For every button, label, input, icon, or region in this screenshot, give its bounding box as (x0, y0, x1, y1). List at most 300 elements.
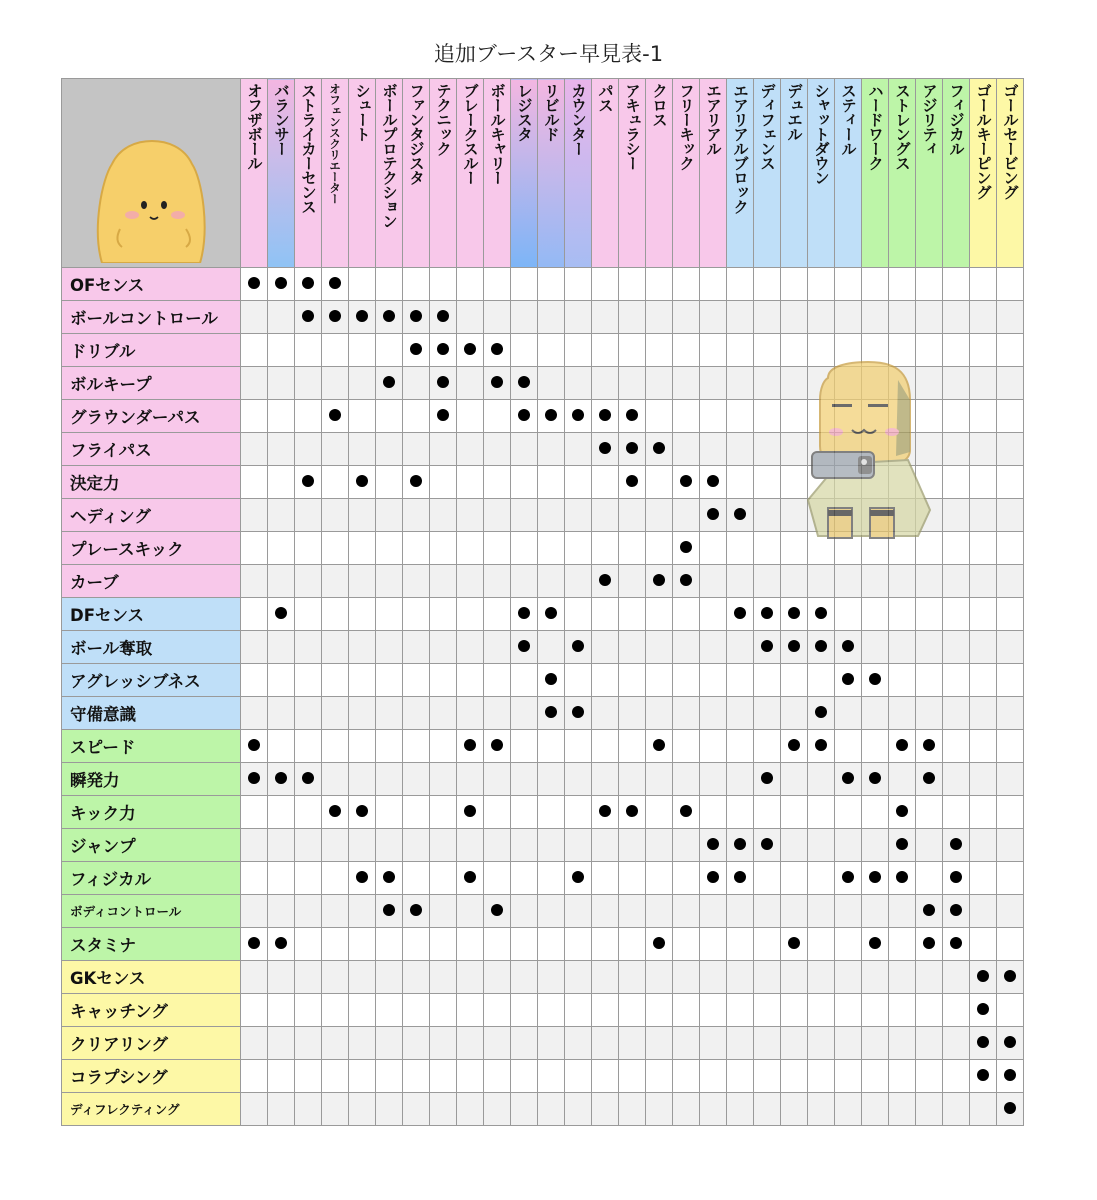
matrix-cell (835, 697, 862, 730)
matrix-cell (295, 400, 322, 433)
matrix-cell (268, 367, 295, 400)
matrix-cell (457, 532, 484, 565)
matrix-cell (970, 334, 997, 367)
matrix-cell (376, 895, 403, 928)
column-header-label: ハードワーク (866, 83, 884, 170)
mark-dot (869, 937, 881, 949)
matrix-cell (970, 1093, 997, 1126)
matrix-cell (592, 1093, 619, 1126)
matrix-cell (889, 829, 916, 862)
matrix-cell (565, 1093, 592, 1126)
matrix-cell (484, 994, 511, 1027)
matrix-cell (970, 796, 997, 829)
matrix-cell (943, 763, 970, 796)
table-row (62, 466, 1024, 499)
mark-dot (626, 409, 638, 421)
matrix-cell (916, 763, 943, 796)
mark-dot (977, 1003, 989, 1015)
matrix-cell (808, 1027, 835, 1060)
matrix-cell (916, 400, 943, 433)
matrix-cell (484, 532, 511, 565)
matrix-cell (835, 598, 862, 631)
matrix-cell (727, 862, 754, 895)
matrix-cell (889, 862, 916, 895)
mark-dot (734, 838, 746, 850)
matrix-cell (862, 367, 889, 400)
mark-dot (545, 607, 557, 619)
matrix-cell (727, 532, 754, 565)
row-header: ドリブル (62, 334, 241, 367)
matrix-cell (673, 961, 700, 994)
matrix-cell (970, 763, 997, 796)
matrix-cell (673, 301, 700, 334)
matrix-cell (430, 1093, 457, 1126)
matrix-cell (700, 433, 727, 466)
mark-dot (923, 904, 935, 916)
matrix-cell (268, 334, 295, 367)
mark-dot (302, 475, 314, 487)
matrix-cell (349, 829, 376, 862)
matrix-cell (349, 334, 376, 367)
matrix-cell (943, 796, 970, 829)
mark-dot (761, 838, 773, 850)
matrix-cell (808, 367, 835, 400)
matrix-cell (754, 367, 781, 400)
matrix-cell (322, 532, 349, 565)
matrix-cell (511, 697, 538, 730)
matrix-cell (646, 598, 673, 631)
mark-dot (707, 475, 719, 487)
column-header (700, 79, 727, 268)
mark-dot (815, 607, 827, 619)
matrix-cell (727, 499, 754, 532)
column-header-label: フリーキック (677, 83, 695, 170)
matrix-cell (592, 796, 619, 829)
mark-dot (329, 409, 341, 421)
column-header (619, 79, 646, 268)
matrix-cell (862, 532, 889, 565)
matrix-cell (268, 763, 295, 796)
mark-dot (437, 376, 449, 388)
matrix-cell (700, 697, 727, 730)
matrix-cell (808, 433, 835, 466)
matrix-cell (457, 466, 484, 499)
matrix-cell (538, 598, 565, 631)
matrix-cell (592, 301, 619, 334)
table-row (62, 268, 1024, 301)
matrix-cell (889, 268, 916, 301)
matrix-cell (754, 1093, 781, 1126)
mark-dot (626, 475, 638, 487)
matrix-cell (970, 730, 997, 763)
column-header-label: ストレングス (893, 83, 911, 170)
matrix-cell (970, 664, 997, 697)
matrix-cell (511, 631, 538, 664)
matrix-cell (484, 367, 511, 400)
matrix-cell (484, 829, 511, 862)
matrix-cell (700, 565, 727, 598)
matrix-cell (835, 895, 862, 928)
matrix-cell (268, 994, 295, 1027)
matrix-cell (808, 862, 835, 895)
matrix-cell (484, 1027, 511, 1060)
mark-dot (734, 508, 746, 520)
mark-dot (248, 772, 260, 784)
matrix-cell (916, 994, 943, 1027)
table-row (62, 829, 1024, 862)
matrix-cell (295, 829, 322, 862)
mark-dot (842, 673, 854, 685)
matrix-cell (781, 862, 808, 895)
matrix-cell (781, 598, 808, 631)
mark-dot (410, 343, 422, 355)
matrix-cell (781, 466, 808, 499)
matrix-cell (862, 895, 889, 928)
matrix-cell (808, 796, 835, 829)
matrix-cell (376, 598, 403, 631)
matrix-cell (565, 433, 592, 466)
matrix-cell (376, 730, 403, 763)
matrix-cell (349, 1027, 376, 1060)
matrix-cell (673, 664, 700, 697)
matrix-cell (970, 697, 997, 730)
mark-dot (437, 343, 449, 355)
matrix-cell (862, 961, 889, 994)
mark-dot (302, 277, 314, 289)
matrix-cell (916, 598, 943, 631)
matrix-cell (430, 433, 457, 466)
table-row (62, 499, 1024, 532)
matrix-cell (916, 301, 943, 334)
matrix-cell (754, 334, 781, 367)
matrix-cell (781, 895, 808, 928)
matrix-cell (241, 895, 268, 928)
column-header (430, 79, 457, 268)
matrix-cell (727, 433, 754, 466)
matrix-cell (727, 400, 754, 433)
mark-dot (464, 739, 476, 751)
matrix-cell (457, 862, 484, 895)
matrix-cell (970, 466, 997, 499)
column-header (916, 79, 943, 268)
matrix-cell (673, 565, 700, 598)
matrix-cell (727, 763, 754, 796)
matrix-cell (349, 1060, 376, 1093)
column-header-label: ゴールキーピング (974, 83, 992, 199)
matrix-cell (322, 1060, 349, 1093)
matrix-cell (241, 466, 268, 499)
matrix-cell (943, 301, 970, 334)
mark-dot (572, 409, 584, 421)
matrix-cell (430, 532, 457, 565)
table-row (62, 796, 1024, 829)
matrix-cell (376, 532, 403, 565)
matrix-cell (808, 268, 835, 301)
matrix-cell (592, 499, 619, 532)
matrix-cell (349, 268, 376, 301)
matrix-cell (781, 268, 808, 301)
matrix-cell (430, 268, 457, 301)
matrix-cell (673, 631, 700, 664)
matrix-cell (997, 532, 1024, 565)
matrix-cell (322, 994, 349, 1027)
mark-dot (356, 310, 368, 322)
matrix-cell (511, 1093, 538, 1126)
column-header-label: バランサー (272, 83, 290, 156)
matrix-cell (970, 565, 997, 598)
matrix-cell (808, 697, 835, 730)
matrix-cell (322, 961, 349, 994)
matrix-cell (403, 499, 430, 532)
matrix-cell (700, 796, 727, 829)
matrix-cell (619, 961, 646, 994)
matrix-cell (700, 664, 727, 697)
mark-dot (248, 739, 260, 751)
matrix-cell (403, 367, 430, 400)
matrix-cell (970, 1060, 997, 1093)
mark-dot (923, 937, 935, 949)
matrix-cell (241, 928, 268, 961)
matrix-cell (700, 895, 727, 928)
matrix-cell (592, 763, 619, 796)
matrix-cell (889, 433, 916, 466)
matrix-cell (781, 730, 808, 763)
mark-dot (977, 970, 989, 982)
matrix-cell (511, 862, 538, 895)
matrix-cell (565, 334, 592, 367)
matrix-cell (808, 994, 835, 1027)
matrix-cell (754, 697, 781, 730)
row-header: スピード (62, 730, 241, 763)
mark-dot (545, 706, 557, 718)
matrix-cell (511, 1027, 538, 1060)
matrix-cell (403, 994, 430, 1027)
matrix-cell (862, 994, 889, 1027)
matrix-cell (727, 631, 754, 664)
matrix-cell (754, 268, 781, 301)
matrix-cell (538, 433, 565, 466)
matrix-cell (619, 895, 646, 928)
matrix-cell (376, 697, 403, 730)
matrix-cell (268, 730, 295, 763)
column-header-label: エアリアル (704, 83, 722, 156)
matrix-cell (403, 466, 430, 499)
mark-dot (869, 673, 881, 685)
matrix-cell (403, 763, 430, 796)
column-header-label: エアリアルブロック (731, 83, 749, 214)
matrix-cell (592, 961, 619, 994)
matrix-cell (835, 1060, 862, 1093)
mark-dot (707, 508, 719, 520)
column-header (727, 79, 754, 268)
matrix-cell (646, 631, 673, 664)
matrix-cell (673, 466, 700, 499)
matrix-cell (268, 565, 295, 598)
row-header: ボルキープ (62, 367, 241, 400)
matrix-cell (997, 961, 1024, 994)
matrix-cell (376, 829, 403, 862)
table-row (62, 697, 1024, 730)
row-header: DFセンス (62, 598, 241, 631)
matrix-cell (295, 730, 322, 763)
row-header: キャッチング (62, 994, 241, 1027)
matrix-cell (781, 928, 808, 961)
mark-dot (599, 409, 611, 421)
matrix-cell (403, 1027, 430, 1060)
matrix-cell (538, 829, 565, 862)
mark-dot (680, 475, 692, 487)
matrix-cell (673, 367, 700, 400)
column-header-label: ディフェンス (758, 83, 776, 170)
matrix-cell (295, 565, 322, 598)
matrix-cell (997, 268, 1024, 301)
mark-dot (572, 706, 584, 718)
mark-dot (707, 871, 719, 883)
matrix-cell (268, 532, 295, 565)
matrix-cell (862, 796, 889, 829)
matrix-cell (511, 400, 538, 433)
matrix-cell (538, 961, 565, 994)
matrix-cell (754, 400, 781, 433)
matrix-cell (862, 928, 889, 961)
matrix-cell (727, 664, 754, 697)
matrix-cell (592, 466, 619, 499)
matrix-cell (727, 928, 754, 961)
matrix-cell (430, 796, 457, 829)
matrix-cell (646, 400, 673, 433)
column-header-label: オフェンスクリエーター (328, 83, 342, 204)
matrix-cell (295, 1093, 322, 1126)
matrix-cell (565, 697, 592, 730)
matrix-cell (646, 994, 673, 1027)
mark-dot (518, 607, 530, 619)
matrix-cell (646, 301, 673, 334)
mark-dot (275, 607, 287, 619)
matrix-cell (835, 796, 862, 829)
column-header (484, 79, 511, 268)
mark-dot (410, 475, 422, 487)
matrix-cell (295, 697, 322, 730)
matrix-cell (511, 598, 538, 631)
column-header (295, 79, 322, 268)
matrix-cell (673, 862, 700, 895)
matrix-cell (889, 994, 916, 1027)
matrix-cell (862, 730, 889, 763)
matrix-cell (592, 862, 619, 895)
matrix-cell (430, 565, 457, 598)
matrix-cell (241, 400, 268, 433)
matrix-cell (808, 928, 835, 961)
mark-dot (788, 607, 800, 619)
matrix-cell (943, 829, 970, 862)
matrix-cell (727, 961, 754, 994)
matrix-cell (403, 862, 430, 895)
matrix-cell (889, 598, 916, 631)
matrix-cell (646, 466, 673, 499)
matrix-cell (781, 1027, 808, 1060)
matrix-cell (538, 466, 565, 499)
matrix-cell (700, 499, 727, 532)
matrix-cell (727, 994, 754, 1027)
mark-dot (356, 475, 368, 487)
table-row (62, 301, 1024, 334)
matrix-cell (916, 334, 943, 367)
matrix-cell (808, 895, 835, 928)
matrix-cell (754, 763, 781, 796)
mark-dot (896, 739, 908, 751)
matrix-cell (295, 796, 322, 829)
column-header-label: スティール (839, 83, 857, 156)
matrix-cell (592, 697, 619, 730)
matrix-cell (241, 499, 268, 532)
matrix-cell (727, 1027, 754, 1060)
mark-dot (329, 805, 341, 817)
column-header (457, 79, 484, 268)
matrix-cell (430, 631, 457, 664)
matrix-cell (835, 301, 862, 334)
matrix-cell (646, 334, 673, 367)
row-header: ジャンプ (62, 829, 241, 862)
column-header (970, 79, 997, 268)
matrix-cell (835, 367, 862, 400)
matrix-cell (862, 763, 889, 796)
mark-dot (383, 376, 395, 388)
matrix-cell (484, 763, 511, 796)
mark-dot (761, 772, 773, 784)
matrix-cell (646, 565, 673, 598)
matrix-cell (619, 400, 646, 433)
matrix-cell (592, 334, 619, 367)
matrix-cell (619, 763, 646, 796)
matrix-cell (484, 631, 511, 664)
matrix-cell (727, 829, 754, 862)
matrix-cell (889, 928, 916, 961)
column-header-label: アキュラシー (623, 83, 641, 170)
column-header (268, 79, 295, 268)
mark-dot (491, 343, 503, 355)
matrix-cell (781, 532, 808, 565)
matrix-cell (619, 862, 646, 895)
matrix-cell (241, 829, 268, 862)
mark-dot (626, 805, 638, 817)
matrix-cell (970, 829, 997, 862)
matrix-cell (268, 928, 295, 961)
matrix-cell (565, 961, 592, 994)
matrix-cell (808, 598, 835, 631)
matrix-cell (349, 367, 376, 400)
matrix-cell (754, 829, 781, 862)
matrix-cell (673, 1093, 700, 1126)
matrix-cell (808, 1060, 835, 1093)
matrix-cell (727, 1060, 754, 1093)
matrix-cell (943, 961, 970, 994)
matrix-cell (997, 730, 1024, 763)
matrix-cell (754, 631, 781, 664)
matrix-cell (511, 730, 538, 763)
mark-dot (275, 772, 287, 784)
matrix-cell (376, 565, 403, 598)
table-row (62, 433, 1024, 466)
matrix-cell (835, 466, 862, 499)
matrix-cell (457, 268, 484, 301)
matrix-cell (511, 763, 538, 796)
mark-dot (653, 739, 665, 751)
column-header-label: テクニック (434, 83, 452, 156)
matrix-cell (943, 532, 970, 565)
matrix-cell (430, 697, 457, 730)
mark-dot (329, 277, 341, 289)
matrix-cell (619, 532, 646, 565)
